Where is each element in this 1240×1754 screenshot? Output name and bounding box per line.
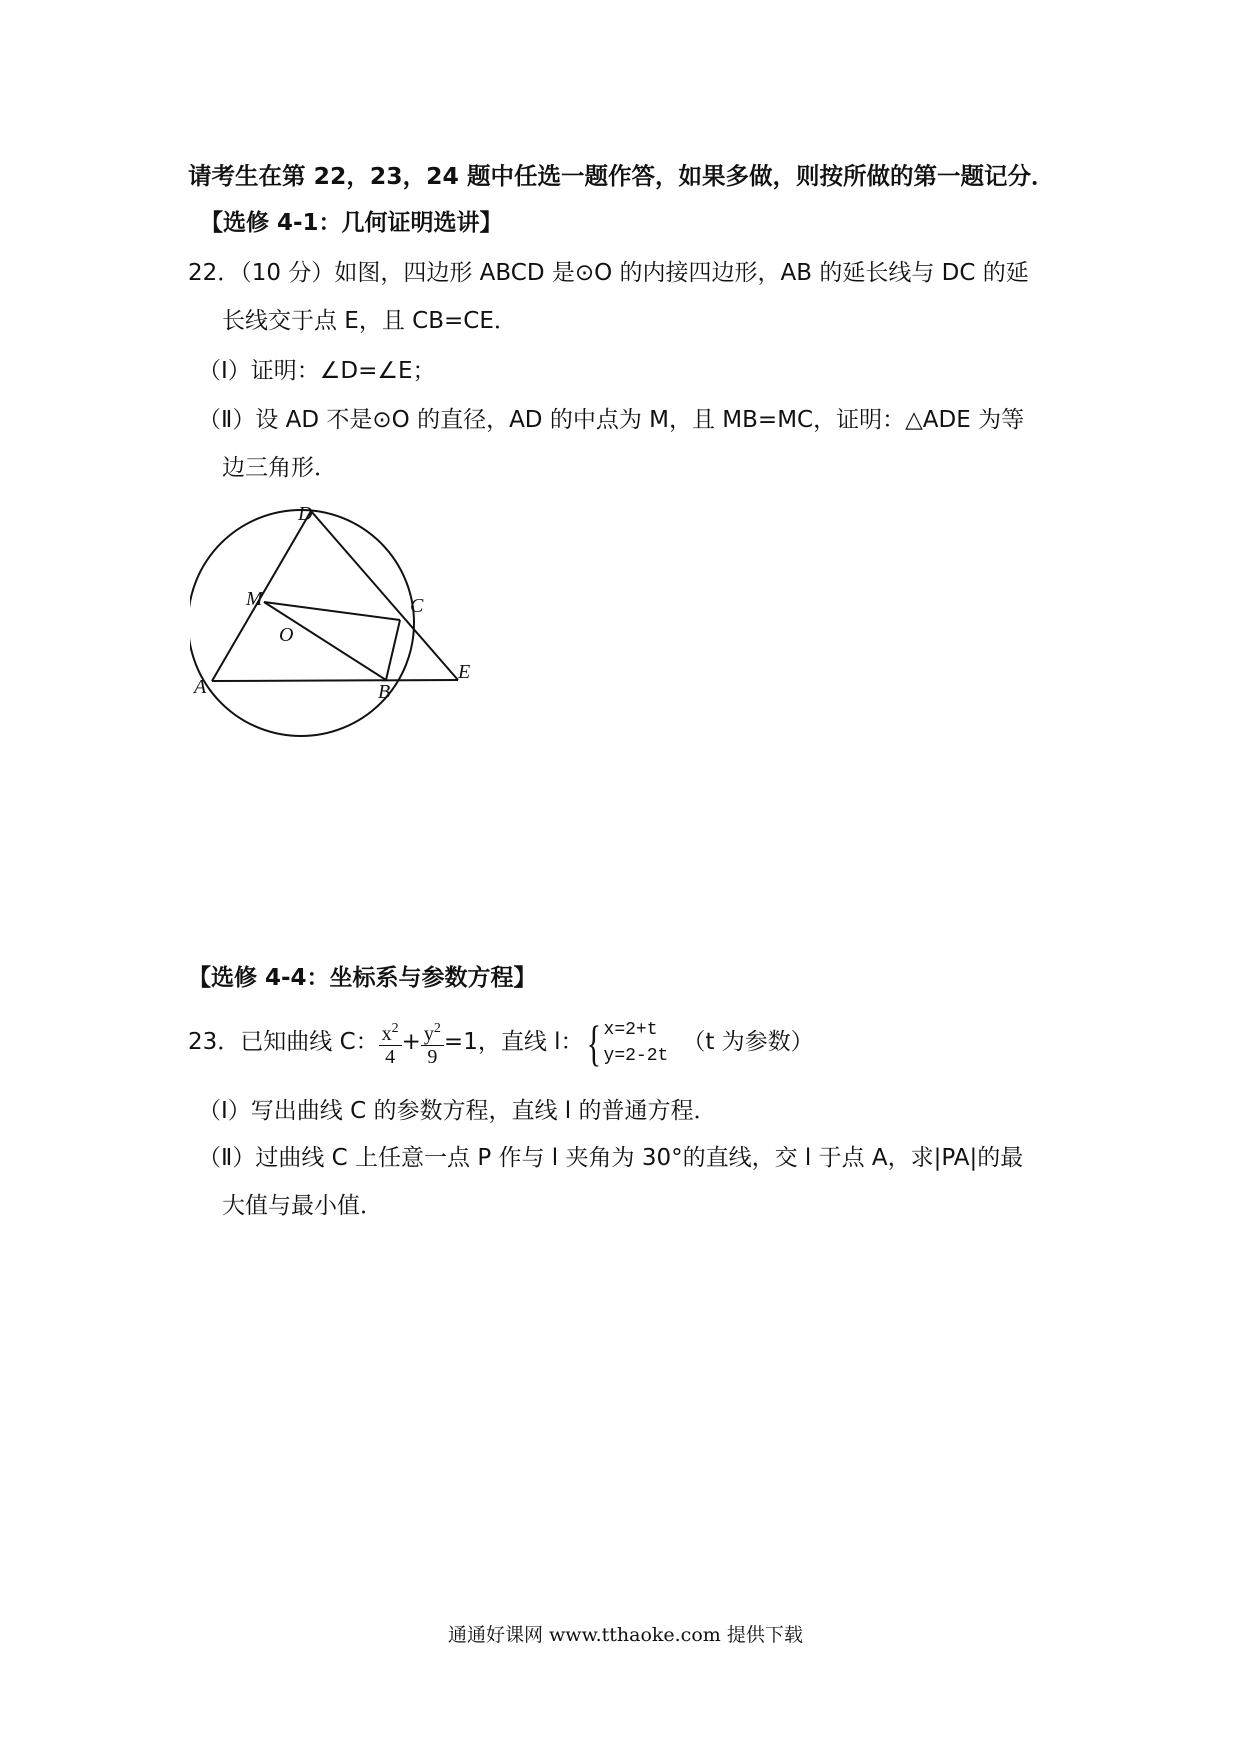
fraction-x2-over-4 bbox=[379, 1018, 402, 1068]
frac1-exponent: 2 bbox=[391, 1020, 399, 1036]
question-22-part-2-line-2: 边三角形． bbox=[222, 455, 337, 481]
question-23-stem bbox=[188, 1010, 814, 1074]
system-line-1: x=2+t bbox=[603, 1019, 658, 1040]
question-23-part-2-line-2: 大值与最小值． bbox=[222, 1193, 383, 1219]
question-23-part-1: （Ⅰ）写出曲线 C 的参数方程，直线 l 的普通方程． bbox=[198, 1098, 717, 1124]
parametric-system bbox=[604, 1017, 669, 1069]
label-c: C bbox=[410, 595, 424, 617]
parameter-note: （t 为参数） bbox=[682, 1029, 814, 1055]
segment-de bbox=[311, 511, 458, 680]
geometry-figure bbox=[190, 498, 480, 748]
question-22-line-2: 长线交于点 E，且 CB=CE． bbox=[222, 308, 517, 334]
question-22-part-1: （Ⅰ）证明：∠D=∠E； bbox=[198, 358, 436, 384]
label-m: M bbox=[246, 588, 263, 610]
label-o: O bbox=[279, 624, 294, 646]
frac2-numerator: y bbox=[423, 1022, 434, 1045]
system-line-2: y=2-2t bbox=[603, 1045, 669, 1066]
frac2-denominator: 9 bbox=[427, 1045, 438, 1068]
label-e: E bbox=[458, 661, 471, 683]
question-22-line-1: 22．（10 分）如图，四边形 ABCD 是⊙O 的内接四边形，AB 的延长线与 DC 的延 bbox=[188, 260, 1029, 286]
question-23-part-2-line-1: （Ⅱ）过曲线 C 上任意一点 P 作与 l 夹角为 30°的直线，交 l 于点 A，求|PA|的最 bbox=[198, 1145, 1024, 1171]
frac1-denominator: 4 bbox=[385, 1045, 396, 1068]
segment-ae bbox=[212, 680, 458, 681]
section-title-geometry: 【选修 4-1：几何证明选讲】 bbox=[200, 210, 503, 236]
segment-mc bbox=[264, 602, 400, 620]
equation-suffix: =1，直线 l： bbox=[443, 1029, 584, 1055]
section-title-coordinates: 【选修 4-4：坐标系与参数方程】 bbox=[188, 965, 537, 991]
plus-sign: + bbox=[401, 1029, 421, 1055]
footer-download-note: 通通好课网 www.tthaoke.com 提供下载 bbox=[448, 1624, 803, 1646]
fraction-y2-over-9 bbox=[421, 1018, 444, 1068]
label-b: B bbox=[378, 681, 391, 703]
label-a: A bbox=[194, 676, 207, 698]
instruction-text: 请考生在第 22，23，24 题中任选一题作答，如果多做，则按所做的第一题记分． bbox=[188, 162, 1055, 190]
segment-cb bbox=[386, 620, 400, 680]
left-brace: { bbox=[586, 1014, 601, 1071]
label-d: D bbox=[298, 503, 313, 525]
question-22-part-2-line-1: （Ⅱ）设 AD 不是⊙O 的直径，AD 的中点为 M，且 MB=MC，证明：△ADE 为等 bbox=[198, 407, 1025, 433]
frac1-numerator: x bbox=[381, 1022, 392, 1045]
frac2-exponent: 2 bbox=[433, 1020, 441, 1036]
question-23-prefix: 23．已知曲线 C： bbox=[188, 1029, 379, 1055]
